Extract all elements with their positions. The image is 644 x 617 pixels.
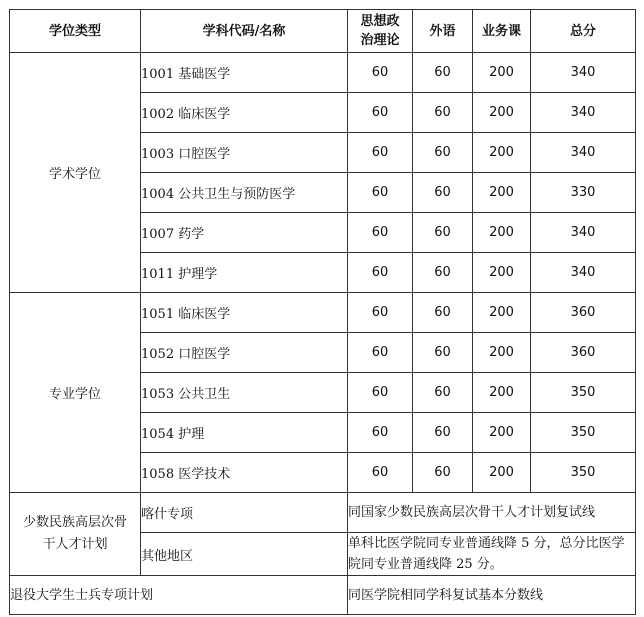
degree-type-professional: 专业学位 xyxy=(10,293,141,493)
professional-cell: 200 xyxy=(473,253,531,293)
foreign-cell: 60 xyxy=(413,333,473,373)
table-row xyxy=(10,53,636,93)
total-cell: 360 xyxy=(531,293,636,333)
professional-cell: 200 xyxy=(473,133,531,173)
header-subject: 学科代码/名称 xyxy=(141,10,348,53)
subject-cell: 1002 临床医学 xyxy=(141,93,348,133)
header-professional: 业务课 xyxy=(473,10,531,53)
professional-cell: 200 xyxy=(473,293,531,333)
total-cell: 360 xyxy=(531,333,636,373)
professional-cell: 200 xyxy=(473,373,531,413)
politics-cell: 60 xyxy=(348,213,413,253)
degree-type-academic: 学术学位 xyxy=(10,53,141,293)
veteran-program-label: 退役大学生士兵专项计划 xyxy=(10,576,348,615)
header-foreign: 外语 xyxy=(413,10,473,53)
header-row xyxy=(10,10,636,53)
politics-cell: 60 xyxy=(348,453,413,493)
minority-program-label: 少数民族高层次骨干人才计划 xyxy=(10,493,141,576)
foreign-cell: 60 xyxy=(413,213,473,253)
foreign-cell: 60 xyxy=(413,93,473,133)
total-cell: 350 xyxy=(531,413,636,453)
politics-cell: 60 xyxy=(348,133,413,173)
subject-cell: 1011 护理学 xyxy=(141,253,348,293)
subject-cell: 1058 医学技术 xyxy=(141,453,348,493)
foreign-cell: 60 xyxy=(413,133,473,173)
total-cell: 340 xyxy=(531,53,636,93)
professional-cell: 200 xyxy=(473,93,531,133)
total-cell: 340 xyxy=(531,133,636,173)
other-region-note: 单科比医学院同专业普通线降 5 分，总分比医学院同专业普通线降 25 分。 xyxy=(348,533,636,576)
veteran-program-note: 同医学院相同学科复试基本分数线 xyxy=(348,576,636,615)
subject-cell: 1001 基础医学 xyxy=(141,53,348,93)
total-cell: 330 xyxy=(531,173,636,213)
foreign-cell: 60 xyxy=(413,413,473,453)
politics-cell: 60 xyxy=(348,333,413,373)
foreign-cell: 60 xyxy=(413,53,473,93)
professional-cell: 200 xyxy=(473,453,531,493)
table-row xyxy=(10,293,636,333)
professional-cell: 200 xyxy=(473,173,531,213)
subject-cell: 1007 药学 xyxy=(141,213,348,253)
header-total: 总分 xyxy=(531,10,636,53)
total-cell: 340 xyxy=(531,93,636,133)
professional-cell: 200 xyxy=(473,413,531,453)
kashi-label: 喀什专项 xyxy=(141,493,348,533)
subject-cell: 1003 口腔医学 xyxy=(141,133,348,173)
total-cell: 340 xyxy=(531,213,636,253)
kashi-note: 同国家少数民族高层次骨干人才计划复试线 xyxy=(348,493,636,533)
professional-cell: 200 xyxy=(473,53,531,93)
subject-cell: 1053 公共卫生 xyxy=(141,373,348,413)
foreign-cell: 60 xyxy=(413,173,473,213)
politics-cell: 60 xyxy=(348,413,413,453)
total-cell: 350 xyxy=(531,453,636,493)
foreign-cell: 60 xyxy=(413,373,473,413)
foreign-cell: 60 xyxy=(413,253,473,293)
special-row-veteran xyxy=(10,576,636,615)
professional-cell: 200 xyxy=(473,213,531,253)
politics-cell: 60 xyxy=(348,93,413,133)
politics-cell: 60 xyxy=(348,53,413,93)
header-politics: 思想政治理论 xyxy=(348,10,413,53)
header-degree-type: 学位类型 xyxy=(10,10,141,53)
politics-cell: 60 xyxy=(348,253,413,293)
foreign-cell: 60 xyxy=(413,293,473,333)
total-cell: 340 xyxy=(531,253,636,293)
special-row-kashi xyxy=(10,493,636,533)
subject-cell: 1004 公共卫生与预防医学 xyxy=(141,173,348,213)
subject-cell: 1051 临床医学 xyxy=(141,293,348,333)
politics-cell: 60 xyxy=(348,373,413,413)
foreign-cell: 60 xyxy=(413,453,473,493)
total-cell: 350 xyxy=(531,373,636,413)
politics-cell: 60 xyxy=(348,173,413,213)
subject-cell: 1054 护理 xyxy=(141,413,348,453)
other-region-label: 其他地区 xyxy=(141,533,348,576)
politics-cell: 60 xyxy=(348,293,413,333)
score-table xyxy=(9,9,636,615)
subject-cell: 1052 口腔医学 xyxy=(141,333,348,373)
professional-cell: 200 xyxy=(473,333,531,373)
